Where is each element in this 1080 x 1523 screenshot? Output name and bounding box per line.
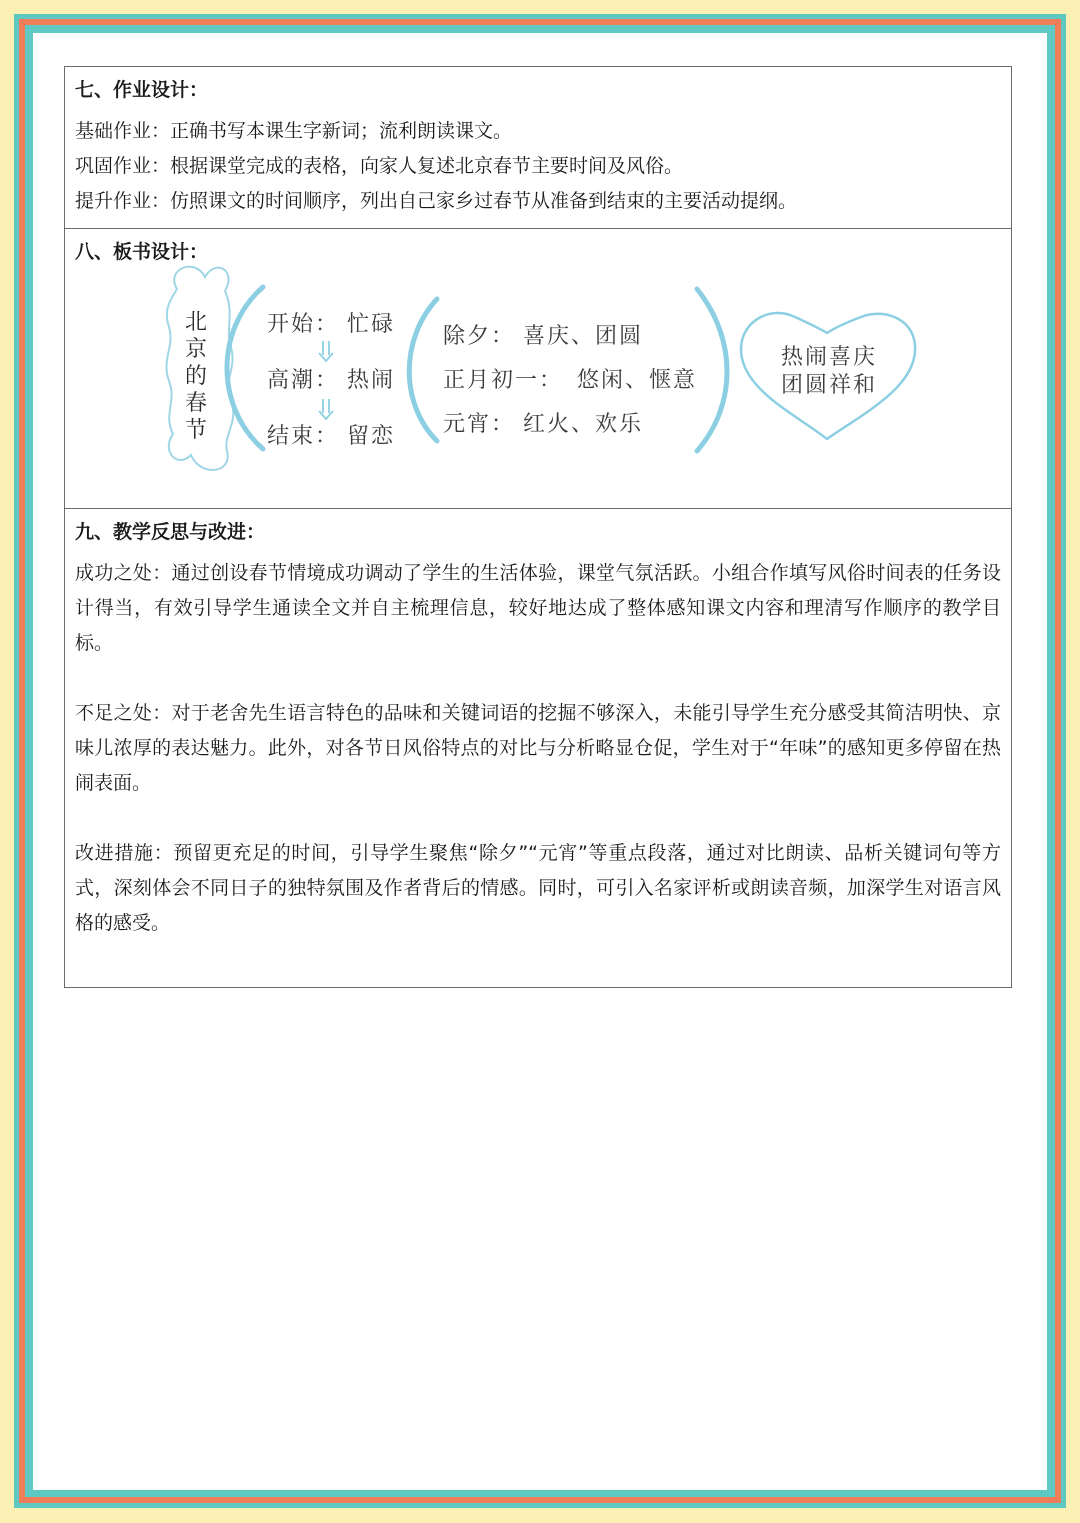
title-char: 春: [185, 391, 208, 416]
homework-advanced: 提升作业：仿照课文的时间顺序，列出自己家乡过春节从准备到结束的主要活动提纲。: [75, 190, 798, 212]
homework-basic: 基础作业：正确书写本课生字新词；流利朗读课文。: [75, 120, 513, 142]
reflection-improvement: 改进措施：预留更充足的时间，引导学生聚焦“除夕”“元宵”等重点段落，通过对比朗读、品析关键词句等方式，深刻体会不同日子的独特氛围及作者背后的情感。同时，可引入名家评析或朗读音频，加深学生对语言风格的感受。: [75, 842, 1001, 934]
blackboard-design-section: [65, 229, 1011, 509]
right-paren: [697, 289, 727, 451]
title-char: 京: [185, 337, 208, 362]
timeline-label: 结束：: [267, 424, 340, 449]
festival-value: 红火、欢乐: [523, 412, 644, 437]
timeline-label: 开始：: [267, 312, 340, 337]
timeline-value: 留恋: [347, 424, 396, 449]
reflection-success: 成功之处：通过创设春节情境成功调动了学生的生活体验，课堂气氛活跃。小组合作填写风俗时间表的任务设计得当，有效引导学生通读全文并自主梳理信息，较好地达成了整体感知课文内容和理清写作顺序的教学目标。: [75, 562, 1001, 654]
down-arrow-icon: [319, 341, 333, 361]
left-paren-2: [409, 299, 437, 441]
title-char: 北: [185, 310, 208, 335]
blackboard-diagram: [65, 229, 1011, 509]
heart-line: 热闹喜庆: [781, 345, 878, 370]
festival-label: 正月初一：: [443, 368, 564, 393]
homework-consolidate: 巩固作业：根据课堂完成的表格，向家人复述北京春节主要时间及风俗。: [75, 155, 684, 177]
timeline-value: 热闹: [347, 368, 396, 393]
festival-value: 喜庆、团圆: [523, 324, 644, 349]
section-heading: 九、教学反思与改进：: [75, 521, 266, 543]
reflection-section: [65, 509, 1011, 987]
lesson-plan-table: [64, 66, 1012, 988]
timeline-label: 高潮：: [267, 368, 340, 393]
homework-design-section: [65, 67, 1011, 229]
section-heading: 八、板书设计：: [75, 241, 209, 263]
festival-label: 元宵：: [443, 412, 516, 437]
title-char: 节: [185, 418, 208, 443]
title-char: 的: [185, 364, 208, 389]
festival-label: 除夕：: [443, 324, 516, 349]
festival-value: 悠闲、惬意: [577, 368, 698, 393]
heart-line: 团圆祥和: [781, 373, 878, 398]
section-heading: 七、作业设计：: [75, 79, 209, 101]
down-arrow-icon: [319, 399, 333, 419]
timeline-value: 忙碌: [347, 312, 396, 337]
reflection-shortcoming: 不足之处：对于老舍先生语言特色的品味和关键词语的挖掘不够深入，未能引导学生充分感受其简洁明快、京味儿浓厚的表达魅力。此外，对各节日风俗特点的对比与分析略显仓促，学生对于“年味”的感知更多停留在热闹表面。: [75, 702, 1001, 794]
